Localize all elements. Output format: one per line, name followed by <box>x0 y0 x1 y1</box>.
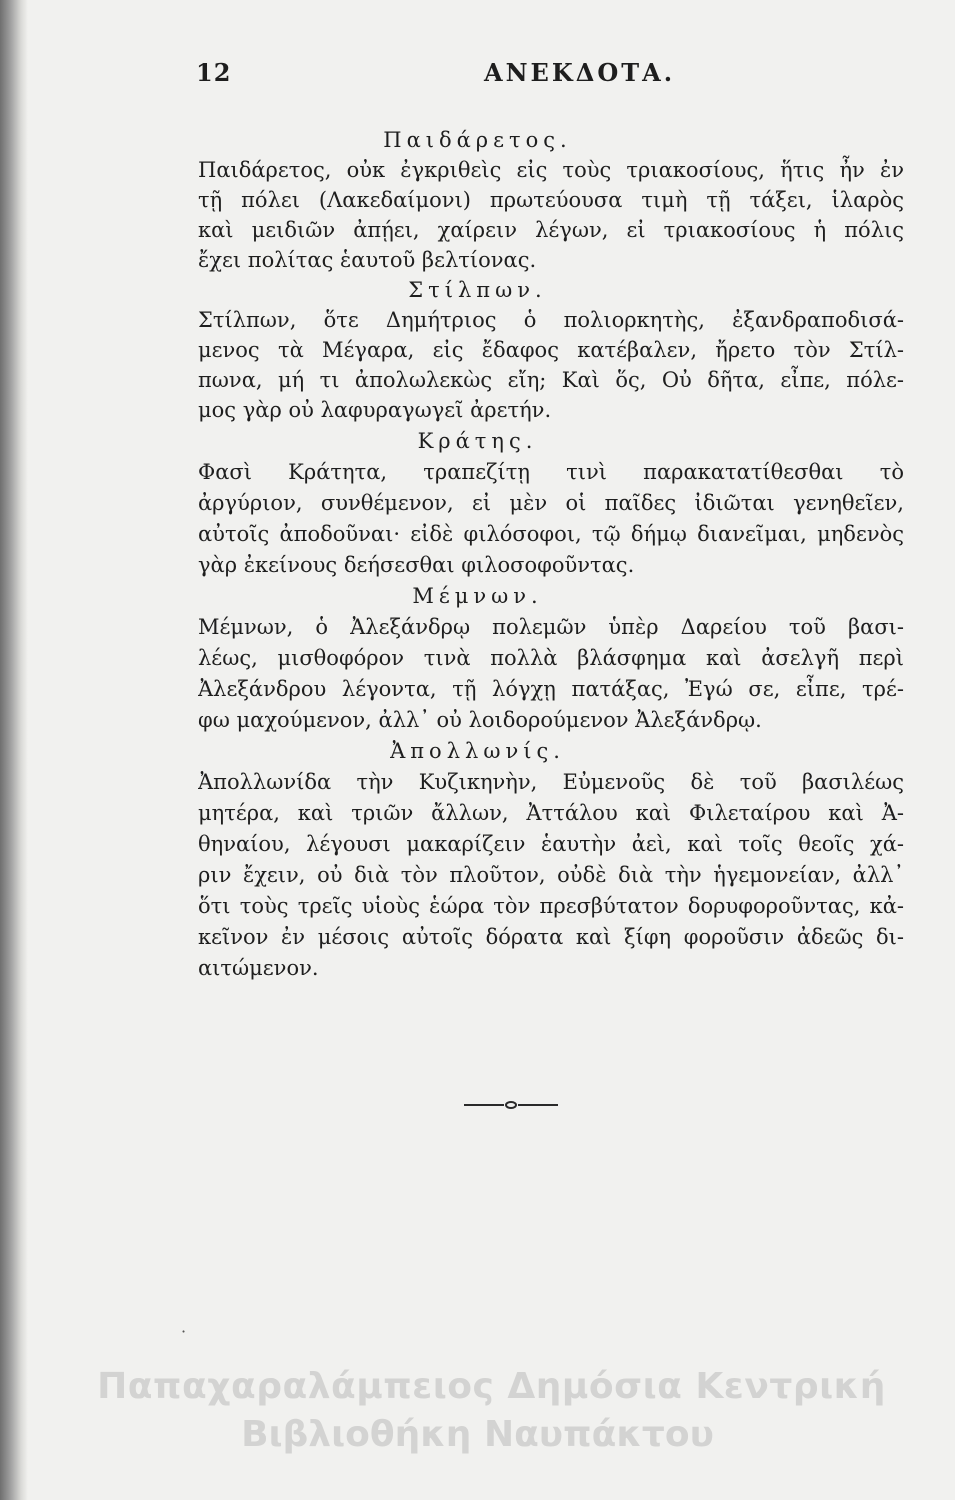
running-head: ΑΝΕΚΔΟΤΑ. <box>484 58 676 87</box>
section-heading-apollonis: Ἀπολλωνίς. <box>390 739 565 763</box>
text-line: Μέμνων, ὁ Ἀλεξάνδρῳ πολεμῶν ὑπὲρ Δαρείου τοῦ βασι- <box>198 615 904 639</box>
text-line: καὶ μειδιῶν ἀπῄει, χαίρειν λέγων, εἰ τριακοσίους ἡ πόλις <box>198 218 904 242</box>
text-line: Ἀλεξάνδρου λέγοντα, τῇ λόγχῃ πατάξας, Ἐγώ σε, εἶπε, τρέ- <box>198 677 904 701</box>
text-line: ἔχει πολίτας ἑαυτοῦ βελτίονας. <box>198 248 537 272</box>
section-heading-stilpon: Στίλπων. <box>408 278 547 302</box>
text-line: λέως, μισθοφόρον τινὰ πολλὰ βλάσφημα καὶ ἀσελγῆ περὶ <box>198 646 904 670</box>
section-heading-paidaretos: Παιδάρετος. <box>383 128 572 152</box>
text-line: ὅτι τοὺς τρεῖς υἱοὺς ἑώρα τὸν πρεσβύτατον δορυφοροῦντας, κἀ- <box>198 894 904 918</box>
page-header <box>0 52 955 92</box>
page-number: 12 <box>196 58 232 87</box>
text-line: μενος τὰ Μέγαρα, εἰς ἔδαφος κατέβαλεν, ἤρετο τὸν Στίλ- <box>198 338 904 362</box>
text-line: Παιδάρετος, οὐκ ἐγκριθεὶς εἰς τοὺς τριακοσίους, ἥτις ἦν ἐν <box>198 158 904 182</box>
text-line: Φασὶ Κράτητα, τραπεζίτῃ τινὶ παρακατατίθεσθαι τὸ <box>198 460 904 484</box>
section-heading-memnon: Μέμνων. <box>412 584 543 608</box>
text-line: Στίλπων, ὅτε Δημήτριος ὁ πολιορκητὴς, ἐξανδραποδισά- <box>198 308 904 332</box>
end-ornament <box>464 1101 558 1109</box>
section-heading-krates: Κράτης. <box>417 429 538 453</box>
text-line: γὰρ ἐκείνους δεήσεσθαι φιλοσοφοῦντας. <box>198 553 635 577</box>
text-line: θηναίου, λέγουσι μακαρίζειν ἑαυτὴν ἀεὶ, καὶ τοῖς θεοῖς χά- <box>198 832 904 856</box>
text-line: ἀργύριον, συνθέμενον, εἰ μὲν οἱ παῖδες ἰδιῶται γενηθεῖεν, <box>198 491 904 515</box>
ornament-rule-right <box>518 1104 558 1106</box>
text-line: αὐτοῖς ἀποδοῦναι· εἰδὲ φιλόσοφοι, τῷ δήμῳ διανεῖμαι, μηδενὸς <box>198 522 904 546</box>
text-line: Ἀπολλωνίδα τὴν Κυζικηνὴν, Εὐμενοῦς δὲ τοῦ βασιλέως <box>198 770 904 794</box>
text-line: φω μαχούμενον, ἀλλ᾽ οὐ λοιδορούμενον Ἀλεξάνδρῳ. <box>198 708 762 732</box>
stray-print-mark: · <box>181 1322 187 1341</box>
text-line: κεῖνον ἐν μέσοις αὐτοῖς δόρατα καὶ ξίφη φοροῦσιν ἀδεῶς δι- <box>198 925 904 949</box>
text-line: μητέρα, καὶ τριῶν ἄλλων, Ἀττάλου καὶ Φιλεταίρου καὶ Ἀ- <box>198 801 904 825</box>
text-line: ριν ἔχειν, οὐ διὰ τὸν πλοῦτον, οὐδὲ διὰ τὴν ἡγεμονείαν, ἀλλ᾽ <box>198 863 904 887</box>
text-line: πωνα, μή τι ἀπολωλεκὼς εἴη; Καὶ ὅς, Οὐ δῆτα, εἶπε, πόλε- <box>198 368 904 392</box>
ornament-rule-left <box>464 1104 504 1106</box>
library-watermark-line2: Βιβλιοθήκη Ναυπάκτου <box>241 1414 714 1455</box>
text-line: μος γὰρ οὐ λαφυραγωγεῖ ἀρετήν. <box>198 398 552 422</box>
ornament-knot <box>505 1101 517 1109</box>
text-line: αιτώμενον. <box>198 956 319 980</box>
text-line: τῇ πόλει (Λακεδαίμονι) πρωτεύουσα τιμὴ τῇ τάξει, ἱλαρὸς <box>198 188 904 212</box>
library-watermark-line1: Παπαχαραλάμπειος Δημόσια Κεντρική <box>97 1366 886 1407</box>
